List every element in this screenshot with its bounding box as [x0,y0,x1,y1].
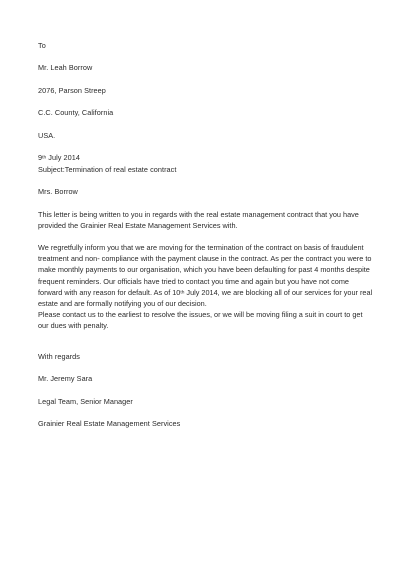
body-line: We regretfully inform you that we are moving for the termination of the contract on basis of fraudulent [38,243,364,252]
body-line5-pre: forward with any reason for default. As of 10 [38,287,181,297]
date-suffix: th [42,155,47,161]
intro-line: provided the Grainier Real Estate Management Services with. [38,221,238,231]
recipient-name: Mr. Leah Borrow [38,63,93,72]
address-line-2: C.C. County, California [38,108,114,117]
signer-name: Mr. Jeremy Sara [38,374,93,383]
body-line: make monthly payments to our organisation, which you have been defaulting for past 4 months despite [38,265,370,275]
closing: With regards [38,352,80,361]
intro-paragraph [38,209,373,231]
body-line5-sup: th [180,290,185,296]
body-line: estate and are formally notifying you of our decision. [38,299,207,309]
subject-line: Subject:Termination of real estate contract [38,165,177,174]
company-name: Grainier Real Estate Management Services [38,419,181,428]
body-line: treatment and non- compliance with the payment clause in the contract. As per the contract you were to [38,254,372,264]
date-day: 9 [38,153,43,162]
body-line: our dues with penalty. [38,321,109,331]
body-paragraph [38,242,373,332]
letter-date [38,152,80,163]
address-line-1: 2076, Parson Streep [38,86,106,95]
to-label: To [38,41,46,50]
body-line: frequent reminders. Our officials have tried to contact you time and again but you have not come [38,276,349,286]
body-line5-post: July 2014, we are blocking all of our services for your real [184,287,373,297]
body-line [38,287,373,298]
salutation: Mrs. Borrow [38,187,78,196]
intro-line: This letter is being written to you in regards with the real estate management contract that you have [38,210,359,219]
body-line: Please contact us to the earliest to resolve the issues, or we will be moving filing a suit in court to get [38,310,363,320]
date-rest: July 2014 [46,153,80,162]
signer-title: Legal Team, Senior Manager [38,397,133,406]
address-country: USA. [38,131,56,140]
